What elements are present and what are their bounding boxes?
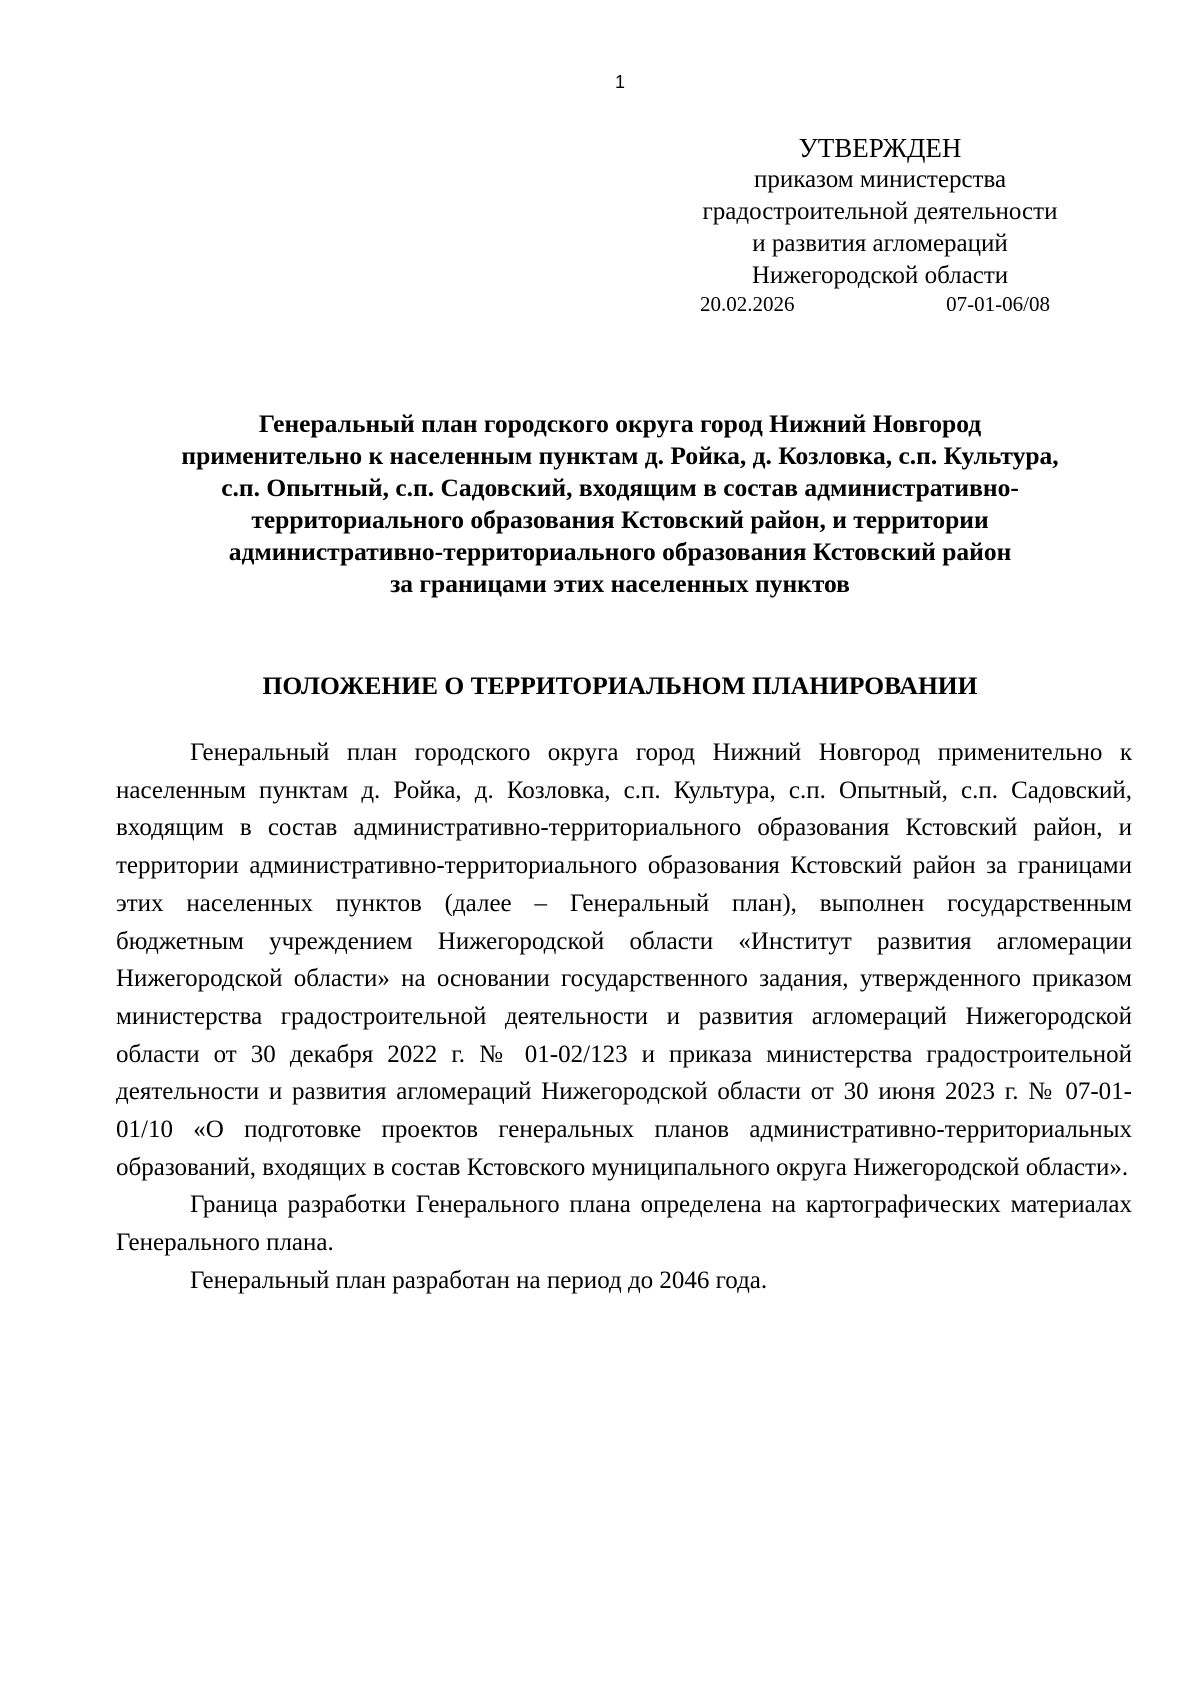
document-title	[110, 408, 1130, 600]
section-title: ПОЛОЖЕНИЕ О ТЕРРИТОРИАЛЬНОМ ПЛАНИРОВАНИИ	[262, 671, 978, 700]
document-body	[116, 734, 1132, 1300]
approval-line: приказом министерства	[753, 166, 1007, 193]
body-paragraph: Генеральный план городского округа город Нижний Новгород применительно к населенным пунктам д. Ройка, д. Козловка, с.п. Культура, с.п. Опытный, с.п. Садовский, входящим в состав административно-территориального образования Кстовский район, и территории административно-территориального образования Кстовский район за границами этих населенных пунктов (далее – Генеральный план), выполнен государственным бюджетным учреждением Нижегородской области «Институт развития агломерации Нижегородской области» на основании государственного задания, утвержденного приказом министерства градостроительной деятельности и развития агломераций Нижегородской области от 30 декабря 2022 г. № 01-02/123 и приказа министерства градостроительной деятельности и развития агломераций Нижегородской области от 30 июня 2023 г. № 07-01-01/10 «О подготовке проектов генеральных планов административно-территориальных образований, входящих в состав Кстовского муниципального округа Нижегородской области».	[116, 739, 1132, 1181]
approval-line: градостроительной деятельности	[702, 198, 1058, 225]
approval-date: 20.02.2026	[700, 292, 795, 316]
title-line: за границами этих населенных пунктов	[390, 569, 850, 598]
body-paragraph: Генеральный план разработан на период до 2046 года.	[190, 1266, 768, 1294]
title-line: Генеральный план городского округа город Нижний Новгород	[258, 409, 982, 438]
approval-block	[660, 132, 1100, 292]
approval-number: 07-01-06/08	[946, 292, 1050, 316]
title-line: территориального образования Кстовский район, и территории	[251, 505, 989, 534]
page-number: 1	[614, 72, 625, 92]
title-line: применительно к населенным пунктам д. Ройка, д. Козловка, с.п. Культура,	[181, 441, 1059, 470]
approval-stamp: УТВЕРЖДЕН	[798, 133, 962, 163]
title-line: административно-территориального образования Кстовский район	[228, 537, 1012, 566]
approval-line: Нижегородской области	[751, 262, 1009, 289]
approval-line: и развития агломераций	[752, 230, 1008, 257]
title-line: с.п. Опытный, с.п. Садовский, входящим в состав административно-	[221, 473, 1019, 502]
body-paragraph: Граница разработки Генерального плана определена на картографических материалах Генерального плана.	[116, 1191, 1132, 1257]
approval-date-number	[700, 292, 1050, 318]
